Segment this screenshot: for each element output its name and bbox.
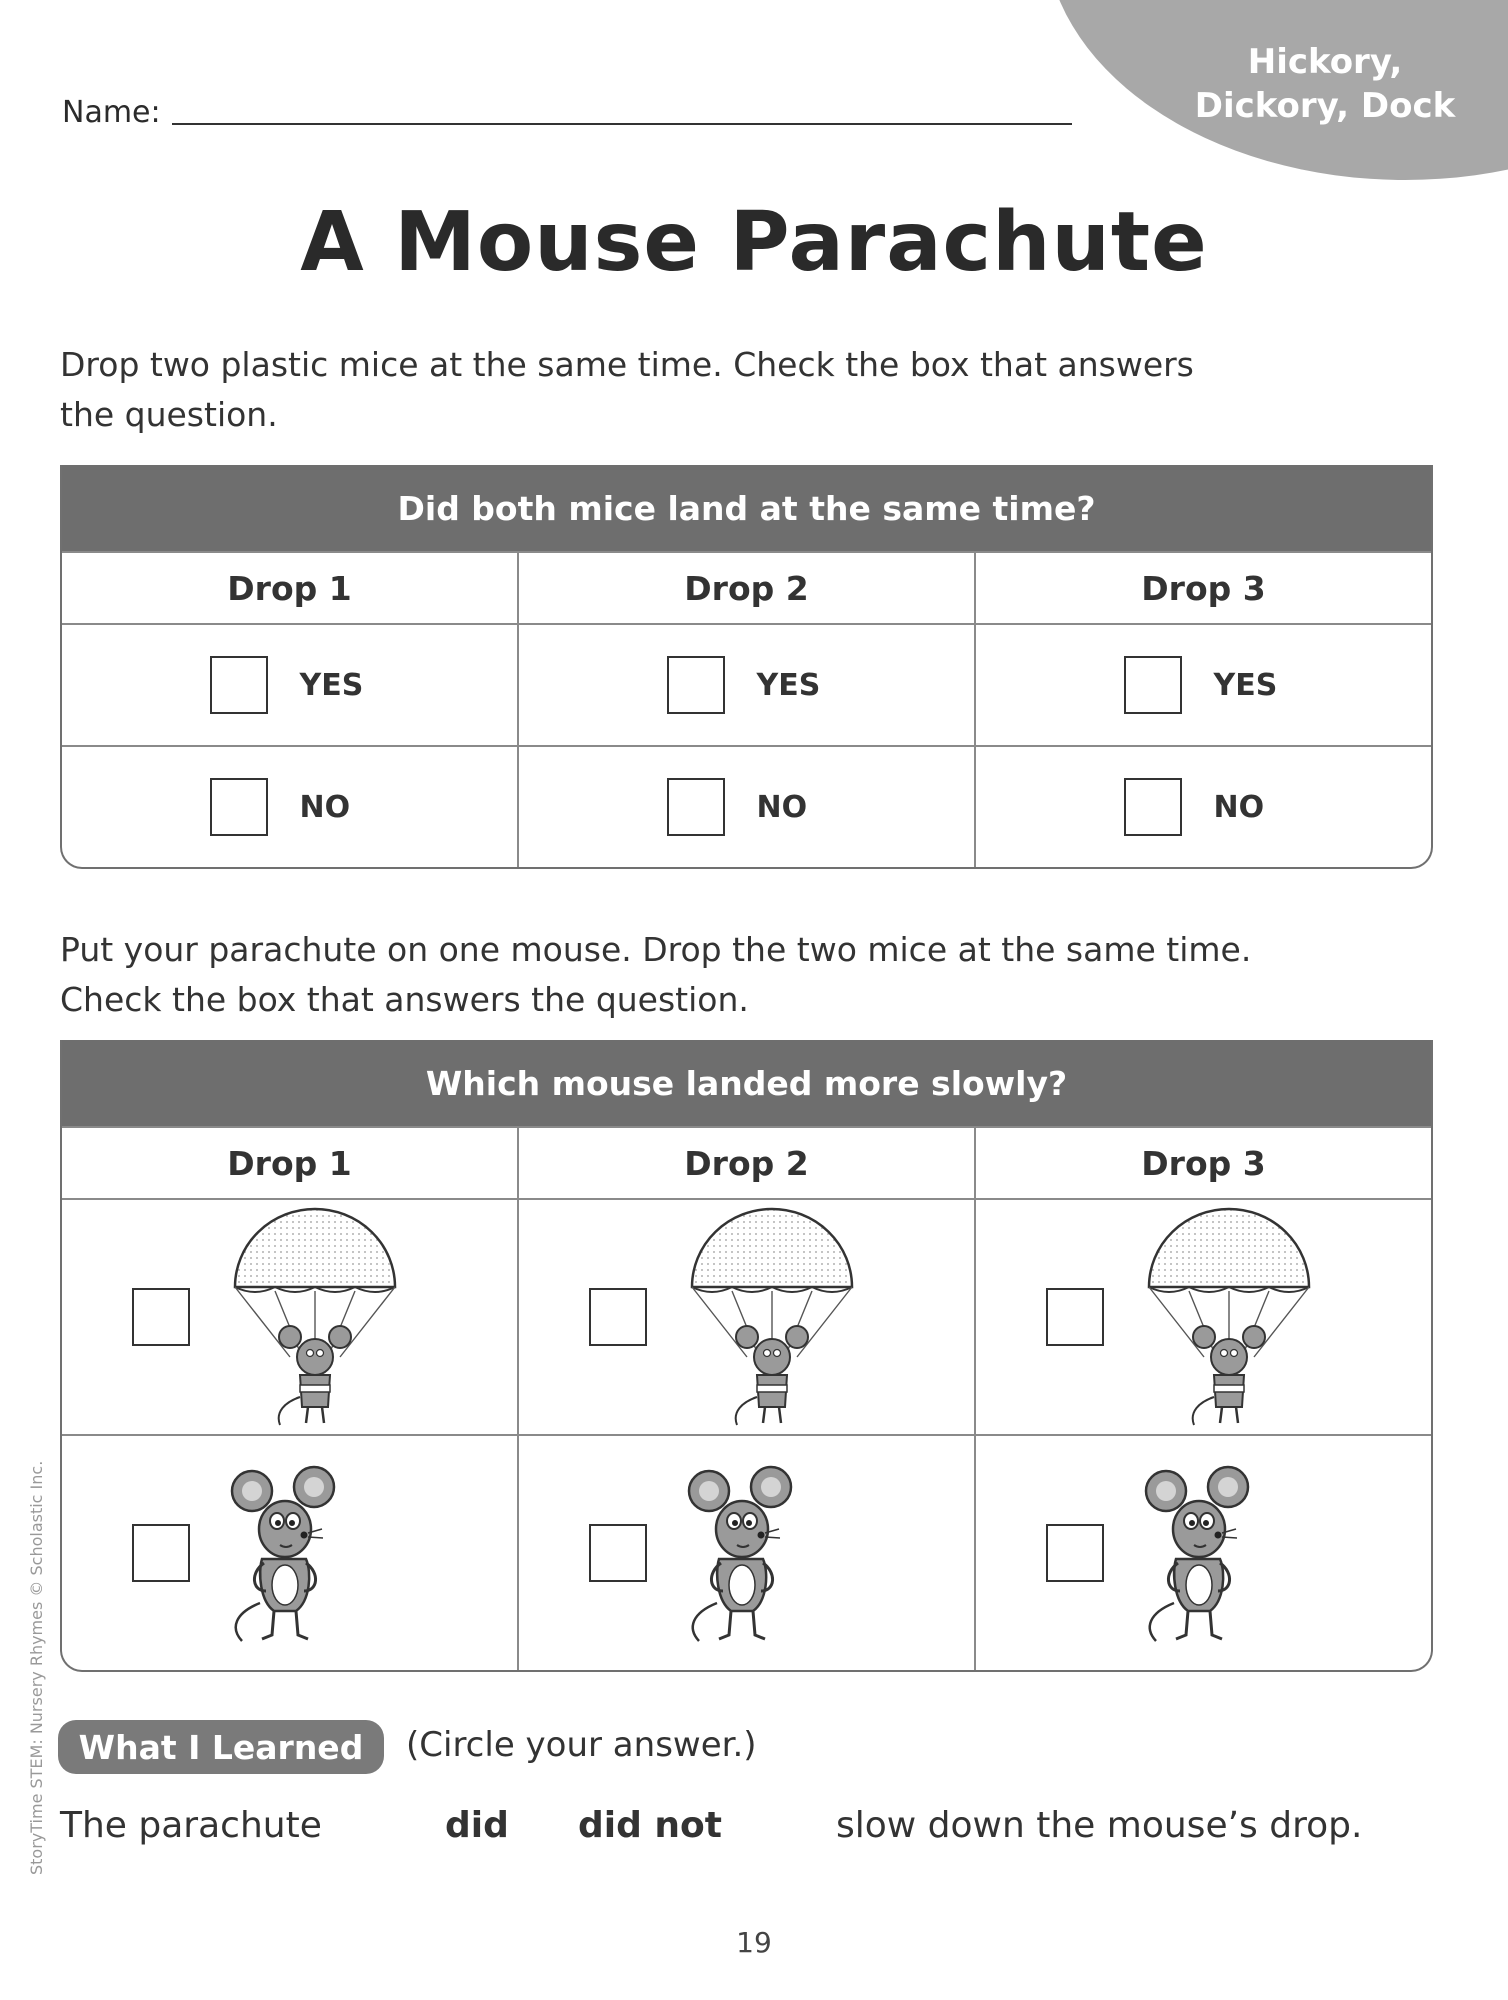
- plain-mouse-cell: [517, 1436, 974, 1670]
- yes-cell: [62, 625, 517, 745]
- parachute-mouse-checkbox[interactable]: [1046, 1288, 1104, 1346]
- table-same-time: [60, 465, 1433, 869]
- sentence-start: The parachute: [60, 1805, 322, 1846]
- yes-row: [62, 623, 1431, 745]
- yes-label: YES: [756, 667, 821, 703]
- table-1-question: Did both mice land at the same time?: [62, 465, 1431, 551]
- no-label: NO: [756, 789, 808, 825]
- table-2-header-row: [62, 1126, 1431, 1198]
- instruction-2-line-1: Put your parachute on one mouse. Drop the two mice at the same time.: [60, 930, 1252, 969]
- corner-line-1: Hickory,: [1247, 42, 1403, 82]
- page-number: 19: [736, 1926, 772, 1959]
- no-checkbox[interactable]: [210, 778, 268, 836]
- name-label: Name:: [62, 95, 161, 130]
- mouse-icon: [687, 1463, 797, 1643]
- no-label: NO: [1213, 789, 1265, 825]
- no-cell: [62, 747, 517, 867]
- plain-mouse-checkbox[interactable]: [589, 1524, 647, 1582]
- yes-cell: [974, 625, 1431, 745]
- parachute-mouse-icon: [230, 1207, 400, 1427]
- column-header: Drop 1: [227, 1143, 352, 1183]
- corner-line-2: Dickory, Dock: [1194, 86, 1456, 126]
- instruction-1-line-2: the question.: [60, 395, 278, 434]
- no-label: NO: [299, 789, 351, 825]
- choice-did-not[interactable]: did not: [578, 1805, 722, 1846]
- mouse-icon: [1144, 1463, 1254, 1643]
- instruction-1: [60, 340, 1440, 440]
- corner-badge-text: [1160, 40, 1490, 128]
- parachute-cell: [62, 1200, 517, 1434]
- parachute-mouse-checkbox[interactable]: [132, 1288, 190, 1346]
- what-i-learned-label: What I Learned: [58, 1720, 384, 1774]
- column-header: Drop 3: [974, 553, 1431, 623]
- instruction-1-line-1: Drop two plastic mice at the same time. Check the box that answers: [60, 345, 1194, 384]
- table-more-slowly: [60, 1040, 1433, 1672]
- plain-mouse-checkbox[interactable]: [1046, 1524, 1104, 1582]
- parachute-mouse-checkbox[interactable]: [589, 1288, 647, 1346]
- instruction-2-line-2: Check the box that answers the question.: [60, 980, 749, 1019]
- no-cell: [517, 747, 974, 867]
- column-header: Drop 3: [974, 1128, 1431, 1198]
- yes-checkbox[interactable]: [1124, 656, 1182, 714]
- plain-mouse-checkbox[interactable]: [132, 1524, 190, 1582]
- yes-checkbox[interactable]: [667, 656, 725, 714]
- table-1-header-row: [62, 551, 1431, 623]
- column-header: Drop 1: [227, 568, 352, 608]
- no-checkbox[interactable]: [1124, 778, 1182, 836]
- parachute-row: [62, 1198, 1431, 1434]
- plain-mouse-row: [62, 1434, 1431, 1670]
- yes-label: YES: [1213, 667, 1278, 703]
- plain-mouse-cell: [62, 1436, 517, 1670]
- parachute-cell: [974, 1200, 1431, 1434]
- circle-instruction: (Circle your answer.): [406, 1725, 757, 1765]
- yes-cell: [517, 625, 974, 745]
- yes-checkbox[interactable]: [210, 656, 268, 714]
- parachute-cell: [517, 1200, 974, 1434]
- copyright-credit: StoryTime STEM: Nursery Rhymes © Scholastic Inc.: [27, 1460, 46, 1875]
- column-header: Drop 2: [517, 1128, 974, 1198]
- page-title: A Mouse Parachute: [300, 195, 1208, 290]
- plain-mouse-cell: [974, 1436, 1431, 1670]
- yes-label: YES: [299, 667, 364, 703]
- parachute-mouse-icon: [687, 1207, 857, 1427]
- column-header: Drop 2: [517, 553, 974, 623]
- no-cell: [974, 747, 1431, 867]
- instruction-2: [60, 925, 1440, 1025]
- sentence-end: slow down the mouse’s drop.: [836, 1805, 1363, 1846]
- choice-did[interactable]: did: [445, 1805, 509, 1846]
- mouse-icon: [230, 1463, 340, 1643]
- no-row: [62, 745, 1431, 867]
- parachute-mouse-icon: [1144, 1207, 1314, 1427]
- no-checkbox[interactable]: [667, 778, 725, 836]
- table-2-question: Which mouse landed more slowly?: [62, 1040, 1431, 1126]
- name-line[interactable]: [172, 123, 1072, 125]
